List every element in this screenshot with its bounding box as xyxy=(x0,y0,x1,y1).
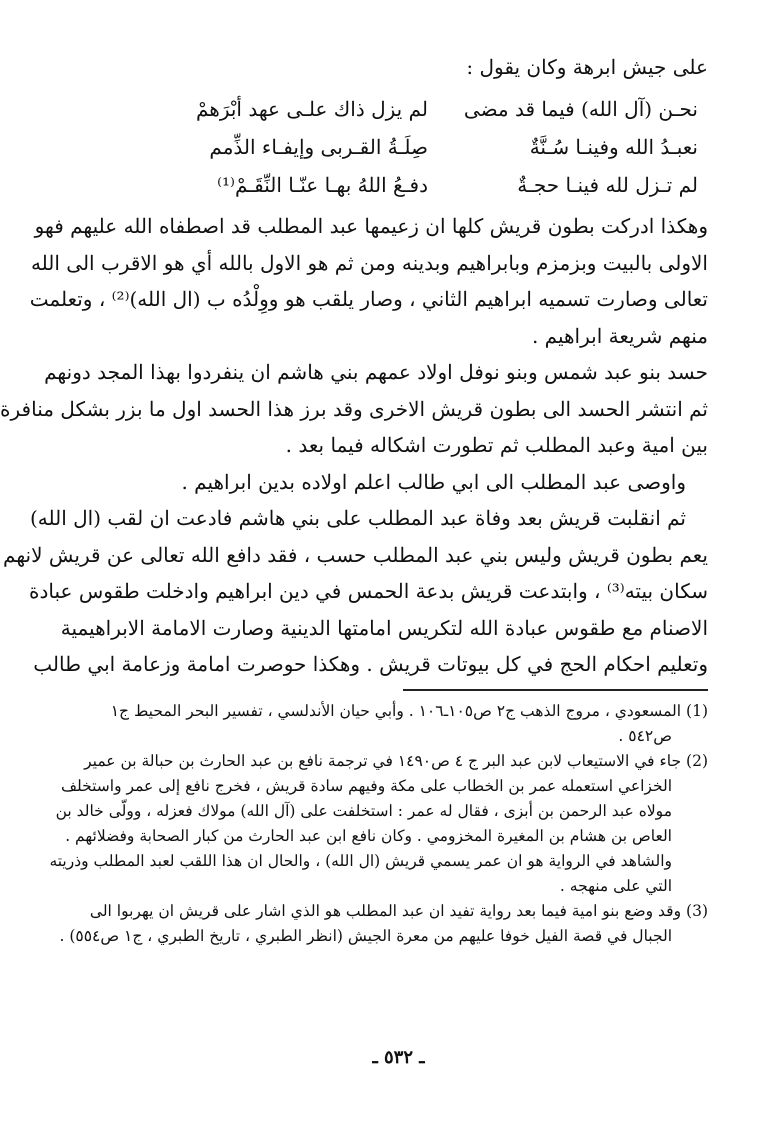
text-line: واوصى عبد المطلب الى ابي طالب اعلم اولاده بدين ابراهيم . xyxy=(181,469,686,494)
text-line: الاصنام مع طقوس عبادة الله لتكريس امامتها الدينية وصارت الامامة الابراهيمية xyxy=(60,615,708,640)
intro-line: على جيش ابرهة وكان يقول : xyxy=(466,55,708,79)
text-line: ثم انتشر الحسد الى بطون قريش الاخرى وقد برز هذا الحسد اول ما بزر بشكل منافرة xyxy=(0,396,708,421)
footnote-line: الخزاعي استعمله عمر بن الخطاب على مكة وفيهم سادة قريش ، فخرج نافع إلى عمر واستخلف xyxy=(60,776,672,795)
footnote-line: العاص بن هشام بن المغيرة المخزومي . وكان نافع ابن عبد الحارث من كبار الصحابة وفضلائهم . xyxy=(65,826,672,845)
footnote-1 xyxy=(89,699,708,749)
verse-first-hemistich: نحـن (آل الله) فيما قد مضى xyxy=(463,97,698,121)
paragraph-3 xyxy=(89,464,708,501)
verse-second-hemistich: صِلَـةُ القـربى وإيفـاء الذِّمم xyxy=(209,135,428,159)
verse-first-hemistich: نعبـدُ الله وفينـا سُـنَّةٌ xyxy=(529,135,698,159)
footnote-2 xyxy=(49,749,708,899)
text-line: سكان بيته⁽³⁾ ، وابتدعت قريش بدعة الحمس في دين ابراهيم وادخلت طقوس عبادة xyxy=(29,579,708,603)
paragraph-1 xyxy=(29,208,708,354)
footnote-line: (1) المسعودي ، مروج الذهب ج٢ ص١٠٥ـ١٠٦ . وأبي حيان الأندلسي ، تفسير البحر المحيط ج١ xyxy=(110,701,708,720)
text-line: ثم انقلبت قريش بعد وفاة عبد المطلب على بني هاشم فادعت ان لقب (ال الله) xyxy=(29,506,686,530)
footnote-line: ص٥٤٢ . xyxy=(618,726,672,745)
verse-first-hemistich: لم تـزل لله فينـا حجـةٌ xyxy=(517,173,698,197)
text-line: وتعليم احكام الحج في كل بيوتات قريش . وهكذا حوصرت امامة وزعامة ابي طالب xyxy=(33,652,708,676)
footnote-line: الجبال في قصة الفيل خوفا عليهم من معرة الجيش (انظر الطبري ، تاريخ الطبري ، ج١ ص٥٥٤) . xyxy=(59,926,672,945)
footnote-separator xyxy=(403,689,708,691)
text-line: تعالى وصارت تسميه ابراهيم الثاني ، وصار يلقب هو ووِلْدُه ب (ال الله)⁽²⁾ ، وتعلمت xyxy=(29,287,708,311)
text-line: الاولى بالبيت وبزمزم وبابراهيم وبدينه ومن ثم هو الاول بالله أي هو الاقرب الى الله xyxy=(30,250,708,275)
footnote-line: (2) جاء في الاستيعاب لابن عبد البر ج ٤ ص١٤٩٠ في ترجمة نافع بن عبد الحارث بن حبالة بن عمير xyxy=(84,751,708,770)
footnote-3 xyxy=(59,899,708,949)
verse-second-hemistich: لم يزل ذاك علـى عهد أبْرَهمْ xyxy=(195,97,428,121)
poem-verse xyxy=(89,128,708,166)
text-line: وهكذا ادركت بطون قريش كلها ان زعيمها عبد المطلب قد اصطفاه الله عليهم فهو xyxy=(34,214,708,238)
text-line: بين امية وعبد المطلب ثم تطورت اشكاله فيما بعد . xyxy=(285,433,708,457)
paragraph-4 xyxy=(3,500,708,683)
footnote-line: مولاه عبد الرحمن بن أبزى ، فقال له عمر : استخلفت على (آل الله) مولاك فعزله ، وولّى خالد بن xyxy=(55,801,672,820)
footnote-line: (3) وقد وضع بنو امية فيما بعد رواية تفيد ان عبد المطلب هو الذي اشار على قريش ان يهربوا الى xyxy=(89,901,708,920)
poem-verse xyxy=(89,90,708,128)
paragraph-2 xyxy=(0,354,708,464)
footnote-line: والشاهد في الرواية هو ان عمر يسمي قريش (ال الله) ، والحال ان هذا اللقب لعبد المطلب وذريته xyxy=(49,851,672,870)
verse-second-hemistich: دفـعُ اللهُ بهـا عنّـا النِّقَـمْ⁽¹⁾ xyxy=(217,173,428,197)
poem xyxy=(89,90,708,204)
text-line: منهم شريعة ابراهيم . xyxy=(531,323,708,348)
page-number: ـ ٥٣٢ ـ xyxy=(372,1047,425,1068)
footnote-line: التي على منهجه . xyxy=(559,876,672,895)
text-line: يعم بطون قريش وليس بني عبد المطلب حسب ، فقد دافع الله تعالى عن قريش لانهم xyxy=(3,542,708,567)
poem-verse xyxy=(89,166,708,204)
text-line: حسد بنو عبد شمس وبنو نوفل اولاد عمهم بني هاشم ان ينفردوا بهذا المجد دونهم xyxy=(44,360,708,384)
